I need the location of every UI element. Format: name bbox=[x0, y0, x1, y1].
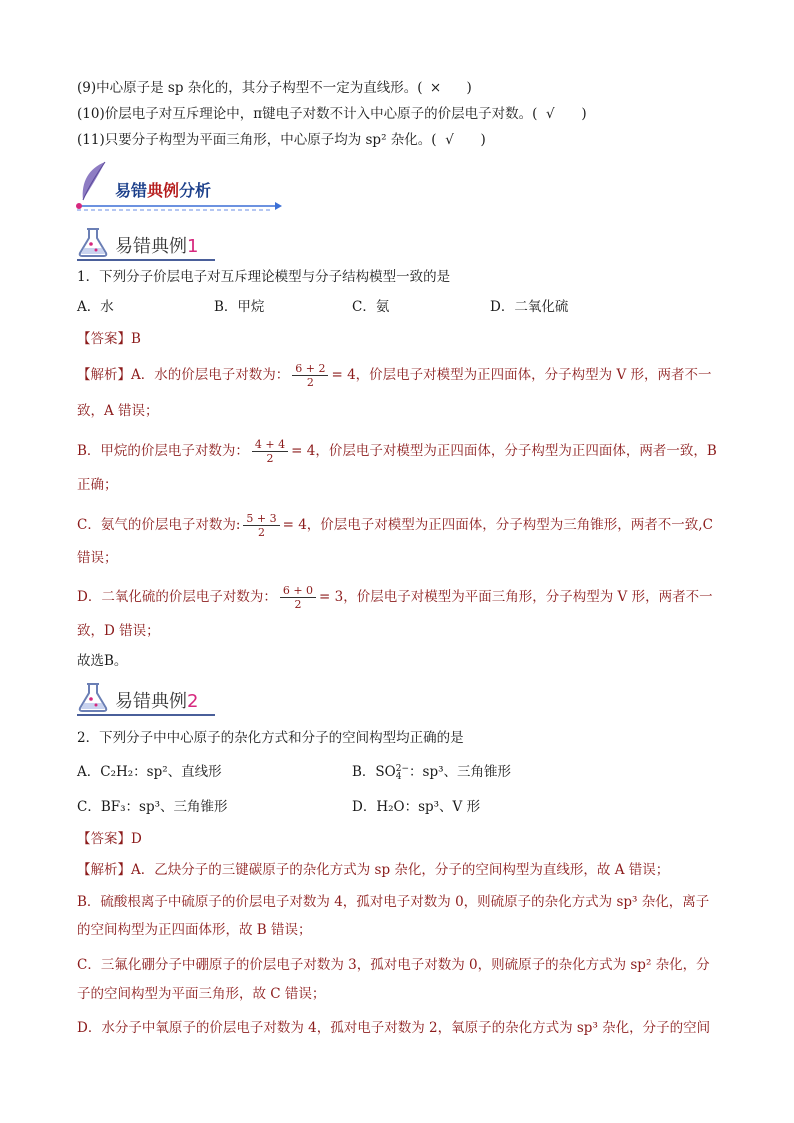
example-1-option-c: C．氨 bbox=[352, 299, 390, 315]
example-2-option-a: A．C₂H₂：sp²、直线形 bbox=[77, 764, 222, 780]
example-1-analysis-c: C．氨气的价层电子对数为: $\frac{5 + 3}{2}$ = 4，价层电子对模型为正四面体，分子构型为三角锥形，两者不一致,C bbox=[77, 512, 713, 539]
fraction: $\frac{6 + 0}{2}$ bbox=[280, 584, 316, 611]
example-1-analysis-a: 【解析】A．水的价层电子对数为： $\frac{6 + 2}{2}$ = 4，价层电子对模型为正四面体，分子构型为 V 形，两者不一 bbox=[77, 362, 712, 389]
example-1-header bbox=[77, 226, 217, 262]
example-1-conclusion: 故选B。 bbox=[77, 653, 128, 669]
example-2-analysis-a: 【解析】A．乙炔分子的三键碳原子的杂化方式为 sp 杂化，分子的空间构型为直线形，故 A 错误； bbox=[77, 862, 670, 878]
fraction: $\frac{6 + 2}{2}$ bbox=[292, 362, 328, 389]
example-2-option-b: B．SO 2− 4 ：sp³、三角锥形 bbox=[352, 763, 512, 782]
judgment-item-10: (10)价层电子对互斥理论中，π键电子对数不计入中心原子的价层电子对数。( √ ) bbox=[77, 106, 587, 122]
example-1-question: 1．下列分子价层电子对互斥理论模型与分子结构模型一致的是 bbox=[77, 269, 451, 285]
example-2-question: 2．下列分子中中心原子的杂化方式和分子的空间构型均正确的是 bbox=[77, 730, 464, 746]
example-1-analysis-d: D．二氧化硫的价层电子对数为： $\frac{6 + 0}{2}$ = 3，价层电子对模型为平面三角形，分子构型为 V 形，两者不一 bbox=[77, 584, 713, 611]
example-1-option-d: D．二氧化硫 bbox=[490, 299, 569, 315]
example-1-answer: 【答案】B bbox=[77, 331, 141, 347]
example-2-answer: 【答案】D bbox=[77, 831, 142, 847]
example-1-analysis-d-cont: 致，D 错误； bbox=[77, 623, 160, 639]
example-1-option-a: A．水 bbox=[77, 299, 114, 315]
section-header bbox=[75, 160, 285, 215]
judgment-item-11: (11)只要分子构型为平面三角形，中心原子均为 sp² 杂化。( √ ) bbox=[77, 132, 486, 148]
section-title: 易错典例分析 bbox=[115, 181, 212, 200]
example-2-analysis-c2: 子的空间构型为平面三角形，故 C 错误； bbox=[77, 986, 326, 1002]
example-2-analysis-c1: C．三氟化硼分子中硼原子的价层电子对数为 3，孤对电子对数为 0，则硫原子的杂化方式为 sp² 杂化，分 bbox=[77, 957, 710, 973]
example-1-analysis-c-cont: 错误； bbox=[77, 550, 118, 566]
example-1-analysis-b-cont: 正确； bbox=[77, 477, 118, 493]
example-1-underline bbox=[77, 259, 215, 261]
flask-icon bbox=[77, 226, 111, 258]
judgment-mark: √ bbox=[445, 132, 454, 148]
fraction: $\frac{5 + 3}{2}$ bbox=[243, 512, 279, 539]
flask-icon bbox=[77, 681, 111, 713]
judgment-mark: √ bbox=[546, 106, 555, 122]
example-2-header bbox=[77, 681, 217, 717]
example-2-option-c: C．BF₃：sp³、三角锥形 bbox=[77, 799, 228, 815]
example-2-underline bbox=[77, 714, 215, 716]
example-1-analysis-a-cont: 致，A 错误； bbox=[77, 403, 159, 419]
example-1-title: 易错典例1 bbox=[115, 236, 199, 257]
example-2-analysis-b1: B．硫酸根离子中硫原子的价层电子对数为 4，孤对电子对数为 0，则硫原子的杂化方式为 sp³ 杂化，离子 bbox=[77, 894, 710, 910]
example-2-analysis-b2: 的空间构型为正四面体形，故 B 错误； bbox=[77, 922, 312, 938]
example-2-option-d: D．H₂O：sp³、V 形 bbox=[352, 799, 481, 815]
example-2-analysis-d1: D．水分子中氧原子的价层电子对数为 4，孤对电子对数为 2，氧原子的杂化方式为 sp³ 杂化，分子的空间 bbox=[77, 1020, 711, 1036]
fraction: $\frac{4 + 4}{2}$ bbox=[252, 438, 288, 465]
judgment-item-9: (9)中心原子是 sp 杂化的，其分子构型不一定为直线形。( × ) bbox=[77, 80, 472, 96]
judgment-mark: × bbox=[429, 80, 442, 96]
example-2-title: 易错典例2 bbox=[115, 691, 199, 712]
example-1-analysis-b: B．甲烷的价层电子对数为： $\frac{4 + 4}{2}$ = 4，价层电子对模型为正四面体，分子构型为正四面体，两者一致，B bbox=[77, 438, 717, 465]
example-1-option-b: B．甲烷 bbox=[214, 299, 265, 315]
